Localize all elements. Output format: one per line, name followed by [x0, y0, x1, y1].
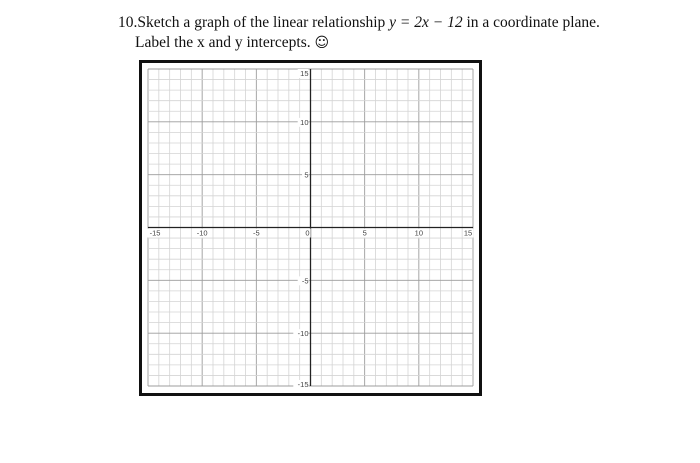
x-tick-label: -15: [149, 228, 161, 238]
y-tick-label: 10: [300, 117, 309, 127]
question-line-2: [118, 33, 678, 53]
question-number: 10.: [118, 14, 138, 31]
x-tick-label: 10: [414, 228, 424, 238]
y-tick-label: -15: [297, 380, 309, 389]
axes: [148, 69, 473, 386]
question-text-part-1: Sketch a graph of the linear relationship: [137, 14, 390, 31]
coordinate-plane[interactable]: [139, 60, 482, 396]
y-tick-label: -5: [301, 276, 309, 286]
y-tick-label: 15: [300, 69, 309, 78]
equation: y = 2x − 12: [389, 14, 463, 31]
y-tick-label: 5: [304, 170, 309, 180]
smiley-icon: ☺: [314, 35, 330, 51]
x-tick-label: 15: [463, 228, 473, 238]
question-line-1: [118, 13, 678, 33]
y-tick-label: -10: [297, 329, 309, 339]
instruction-text: Label the x and y intercepts.: [135, 34, 315, 51]
question-text: [118, 13, 678, 53]
x-tick-label: -10: [196, 228, 208, 238]
x-tick-label: -5: [252, 228, 260, 238]
x-tick-label: 5: [362, 228, 367, 238]
question-text-part-2: in a coordinate plane.: [462, 14, 600, 31]
x-tick-label: 0: [305, 228, 310, 238]
